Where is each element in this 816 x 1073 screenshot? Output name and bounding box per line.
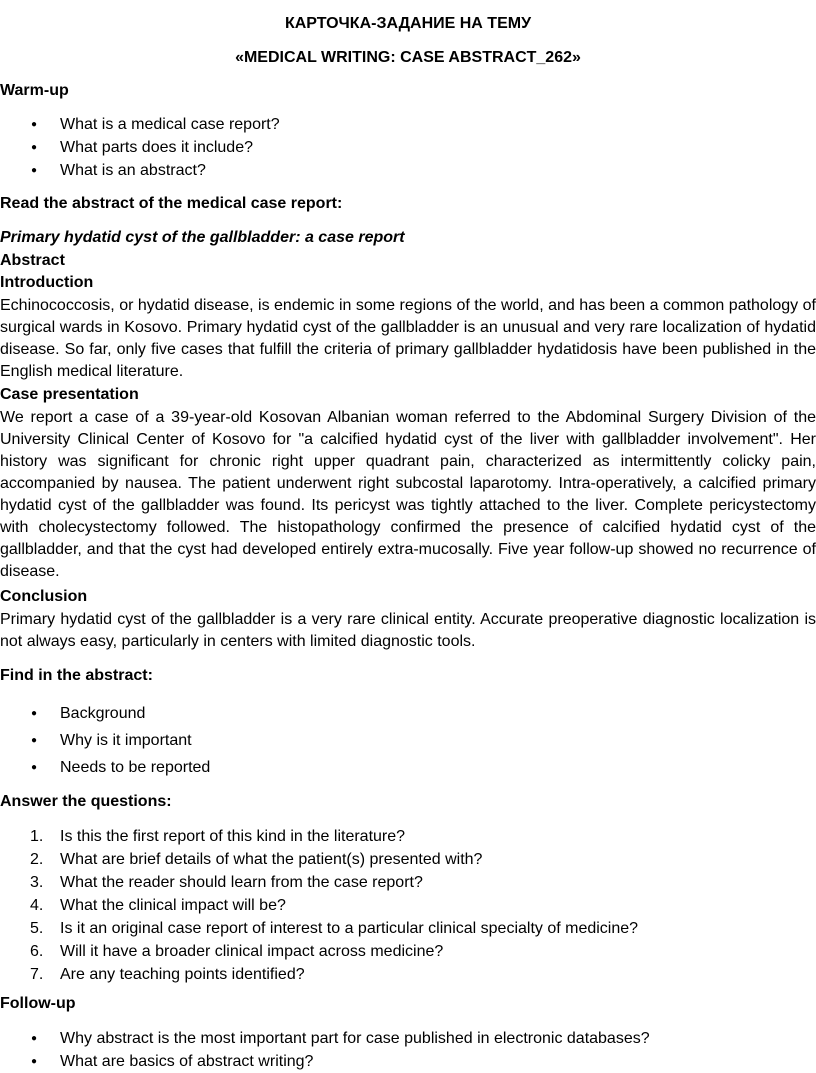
read-heading: Read the abstract of the medical case report: <box>0 195 343 212</box>
list-item: ● What are basics of abstract writing? <box>0 1050 816 1073</box>
list-number: 2. <box>30 851 44 868</box>
list-item-text: Are any teaching points identified? <box>60 966 305 983</box>
warmup-list <box>0 113 816 182</box>
list-item-text: What are brief details of what the patient(s) presented with? <box>60 851 483 868</box>
list-item-text: What the reader should learn from the case report? <box>60 874 423 891</box>
list-item <box>0 917 816 940</box>
list-item-text: What the clinical impact will be? <box>60 897 286 914</box>
list-number: 6. <box>30 943 44 960</box>
find-heading: Find in the abstract: <box>0 667 153 684</box>
find-list <box>0 700 816 781</box>
list-item <box>0 940 816 963</box>
conclusion-text: Primary hydatid cyst of the gallbladder is a very rare clinical entity. Accurate preoperative diagnostic localization is not always easy, particularly in centers with limited diagnostic tools. <box>0 611 816 650</box>
answer-heading: Answer the questions: <box>0 793 172 810</box>
list-number: 4. <box>30 897 44 914</box>
list-item <box>0 894 816 917</box>
warmup-heading: Warm-up <box>0 82 69 99</box>
page-title-line2: «MEDICAL WRITING: CASE ABSTRACT_262» <box>235 49 581 66</box>
list-item <box>0 963 816 986</box>
list-item: ● Needs to be reported <box>0 754 816 781</box>
list-number: 7. <box>30 966 44 983</box>
list-item: ● Why abstract is the most important part for case published in electronic databases? <box>0 1027 816 1050</box>
list-item: ● What parts does it include? <box>0 136 816 159</box>
article-title: Primary hydatid cyst of the gallbladder: a case report <box>0 229 405 246</box>
abstract-heading: Abstract <box>0 252 65 269</box>
list-number: 3. <box>30 874 44 891</box>
introduction-heading: Introduction <box>0 274 94 291</box>
list-item-text: Will it have a broader clinical impact across medicine? <box>60 943 444 960</box>
case-presentation-text: We report a case of a 39-year-old Kosovan Albanian woman referred to the Abdominal Surgery Division of the University Clinical Center of Kosovo for "a calcified hydatid cyst of the liver with gallbladder involvement". Her history was significant for chronic right upper quadrant pain, characterized as intermittently colicky pain, accompanied by nausea. The patient underwent right subcostal laparotomy. Intra-operatively, a calcified primary hydatid cyst of the gallbladder was found. Its pericyst was tightly attached to the liver. Complete pericystectomy with cholecystectomy followed. The histopathology confirmed the presence of calcified hydatid cyst of the gallbladder, and that the cyst had developed entirely extra-mucosally. Five year follow-up showed no recurrence of disease. <box>0 409 816 580</box>
list-number: 5. <box>30 920 44 937</box>
followup-heading: Follow-up <box>0 995 76 1012</box>
list-item <box>0 848 816 871</box>
list-item: ● Why is it important <box>0 727 816 754</box>
page-title-line1: КАРТОЧКА-ЗАДАНИЕ НА ТЕМУ <box>284 15 532 32</box>
list-number: 1. <box>30 828 44 845</box>
conclusion-heading: Conclusion <box>0 588 88 605</box>
case-presentation-heading: Case presentation <box>0 386 139 403</box>
list-item: ● What is a medical case report? <box>0 113 816 136</box>
list-item-text: Is it an original case report of interest to a particular clinical specialty of medicine? <box>60 920 639 937</box>
list-item: ● Background <box>0 700 816 727</box>
introduction-text: Echinococcosis, or hydatid disease, is endemic in some regions of the world, and has been a common pathology of surgical wards in Kosovo. Primary hydatid cyst of the gallbladder is an unusual and very rare localization of hydatid disease. So far, only five cases that fulfill the criteria of primary gallbladder hydatidosis have been published in the English medical literature. <box>0 297 816 380</box>
list-item: ● What is an abstract? <box>0 159 816 182</box>
list-item <box>0 825 816 848</box>
list-item-text: Is this the first report of this kind in the literature? <box>60 828 406 845</box>
answer-list <box>0 825 816 986</box>
followup-list <box>0 1027 816 1073</box>
list-item <box>0 871 816 894</box>
